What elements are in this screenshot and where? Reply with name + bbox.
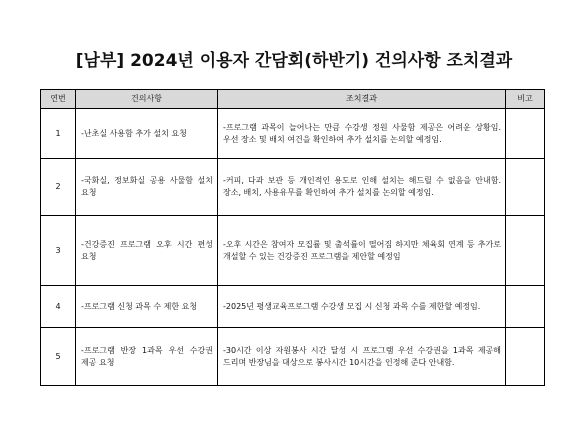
page-title: [남부] 2024년 이용자 간담회(하반기) 건의사항 조치결과 bbox=[75, 51, 513, 71]
remark-cell bbox=[506, 109, 545, 159]
suggestion-cell: -프로그램 신청 과목 수 제한 요청 bbox=[76, 286, 218, 328]
suggestion-cell: -난초실 사용함 추가 설치 요청 bbox=[76, 109, 218, 159]
table-row bbox=[41, 159, 545, 216]
row-number: 1 bbox=[41, 109, 76, 159]
header-remark: 비고 bbox=[506, 90, 545, 109]
table-row bbox=[41, 286, 545, 328]
header-result: 조치결과 bbox=[218, 90, 506, 109]
result-cell: -프로그램 과목이 늘어나는 만큼 수강생 정원 사물함 제공은 어려운 상황임. 우선 장소 및 배치 여건을 확인하여 추가 설치를 논의할 예정임. bbox=[218, 109, 506, 159]
header-no: 연번 bbox=[41, 90, 76, 109]
result-cell: -30시간 이상 자원봉사 시간 달성 시 프로그램 우선 수강권을 1과목 제공해 드리며 반장님을 대상으로 봉사시간 10시간을 인정해 준다 안내함. bbox=[218, 328, 506, 386]
table-header-row bbox=[41, 90, 545, 109]
result-cell: -커피, 다과 보관 등 개인적인 용도로 인해 설치는 해드릴 수 없음을 안내함. 장소, 배치, 사용유무를 확인하여 추가 설치를 논의할 예정임. bbox=[218, 159, 506, 216]
suggestion-cell: -프로그램 반장 1과목 우선 수강권 제공 요청 bbox=[76, 328, 218, 386]
remark-cell bbox=[506, 216, 545, 286]
result-cell: -오후 시간은 참여자 모집률 및 출석률이 떨어짐 하지만 체육회 연계 등 추가로 개설할 수 있는 건강증진 프로그램을 제안할 예정임 bbox=[218, 216, 506, 286]
row-number: 3 bbox=[41, 216, 76, 286]
header-item: 건의사항 bbox=[76, 90, 218, 109]
table-row bbox=[41, 216, 545, 286]
remark-cell bbox=[506, 159, 545, 216]
result-table bbox=[40, 89, 545, 386]
remark-cell bbox=[506, 328, 545, 386]
row-number: 2 bbox=[41, 159, 76, 216]
suggestion-cell: -국화실, 정보화실 공용 사물함 설치 요청 bbox=[76, 159, 218, 216]
suggestion-cell: -건강증진 프로그램 오후 시간 편성 요청 bbox=[76, 216, 218, 286]
row-number: 5 bbox=[41, 328, 76, 386]
result-cell: -2025년 평생교육프로그램 수강생 모집 시 신청 과목 수를 제한할 예정임. bbox=[218, 286, 506, 328]
row-number: 4 bbox=[41, 286, 76, 328]
remark-cell bbox=[506, 286, 545, 328]
table-row bbox=[41, 328, 545, 386]
table-row bbox=[41, 109, 545, 159]
